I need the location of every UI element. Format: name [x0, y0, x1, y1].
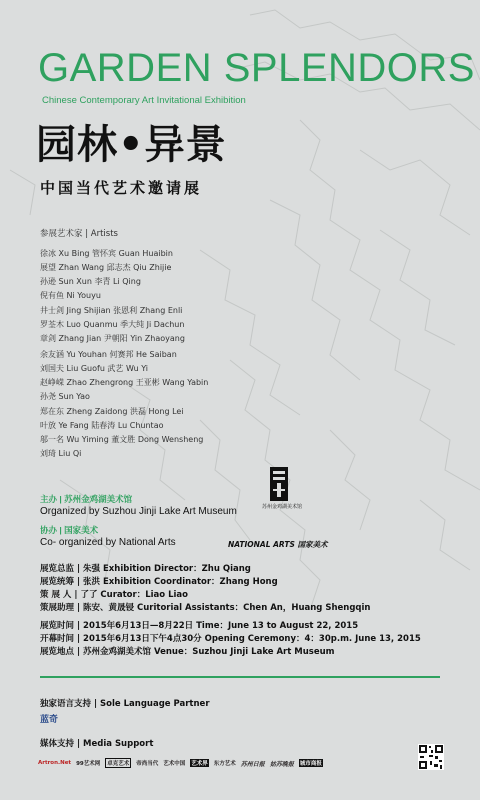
artist-line: 叶放 Ye Fang 陆春涛 Lu Chuntao: [40, 421, 164, 430]
schedule-line: 展览地点 | 苏州金鸡湖美术馆 Venue：Suzhou Jinji Lake Art Museum: [40, 647, 335, 657]
artists-heading: 参展艺术家 | Artists: [40, 229, 118, 239]
media-logo: Artron.Net: [38, 760, 72, 766]
artist-line: 倪有鱼 Ni Youyu: [40, 291, 101, 300]
artist-line: 罗荃木 Luo Quanmu 季大纯 Ji Dachun: [40, 320, 185, 329]
media-logo: 东方艺术: [213, 761, 236, 767]
artist-line: 井士剑 Jing Shijian 张恩利 Zhang Enli: [40, 306, 183, 315]
organizer-block: [40, 493, 237, 518]
media-logo: 艺术中国: [163, 761, 186, 767]
artist-line: 余友涵 Yu Youhan 何赛邦 He Saiban: [40, 350, 177, 359]
artist-line: 刘国夫 Liu Guofu 武艺 Wu Yi: [40, 364, 149, 373]
media-logo: 卓克艺术: [105, 758, 131, 768]
schedule-line: 展览时间 | 2015年6月13日—8月22日 Time：June 13 to August 22, 2015: [40, 621, 359, 631]
artist-group-2: [40, 304, 185, 346]
national-arts-logo: NATIONAL ARTS 国家美术: [228, 540, 328, 549]
artist-line: 展望 Zhan Wang 邱志杰 Qiu Zhijie: [40, 263, 172, 272]
media-logo: 艺术界: [191, 761, 208, 767]
organizer-cn: 主办 | 苏州金鸡湖美术馆: [40, 494, 133, 504]
organizer-en: Organized by Suzhou Jinji Lake Art Museum: [40, 506, 237, 517]
qr-code-icon: [418, 744, 444, 770]
schedule-line: 开幕时间 | 2015年6月13日下午4点30分 Opening Ceremony：4：30p.m. June 13, 2015: [40, 634, 421, 644]
artist-line: 章剑 Zhang Jian 尹朝阳 Yin Zhaoyang: [40, 334, 185, 343]
artist-line: 赵峥嵘 Zhao Zhengrong 王亚彬 Wang Yabin: [40, 378, 209, 387]
media-logo: 99艺术网: [76, 761, 101, 767]
artist-line: 孙尧 Sun Yao: [40, 392, 90, 401]
co-organizer-en: Co- organized by National Arts: [40, 537, 176, 548]
language-partner-label: 独家语言支持 | Sole Language Partner: [40, 699, 210, 709]
subtitle-english: Chinese Contemporary Art Invitational Exhibition: [42, 95, 246, 106]
artist-line: 刘琦 Liu Qi: [40, 449, 82, 458]
media-logo: 姑苏晚报: [269, 760, 294, 768]
title-english: GARDEN SPLENDORS: [38, 46, 475, 90]
credit-line: 展览总监 | 朱强 Exhibition Director：Zhu Qiang: [40, 564, 251, 574]
artist-line: 郑在东 Zheng Zaidong 洪磊 Hong Lei: [40, 407, 184, 416]
co-organizer-cn: 协办 | 国家美术: [40, 525, 99, 535]
schedule-block: [40, 620, 421, 659]
media-logo-row: [38, 753, 408, 773]
co-organizer-block: [40, 524, 176, 549]
media-logo: 城市商报: [299, 761, 322, 767]
artist-group-3: [40, 348, 208, 404]
credit-line: 策 展 人 | 了了 Curator：Liao Liao: [40, 590, 188, 600]
media-support-label: 媒体支持 | Media Support: [40, 739, 154, 749]
artist-line: 徐冰 Xu Bing 管怀宾 Guan Huaibin: [40, 249, 173, 258]
media-logo: 苏州日报: [240, 760, 265, 768]
museum-logo: [262, 465, 314, 513]
credit-line: 展览统筹 | 张洪 Exhibition Coordinator：Zhang Hong: [40, 577, 278, 587]
media-logo: 帝尚当代: [136, 761, 159, 767]
credit-line: 策展助理 | 陈安、黄晟锓 Curitorial Assistants：Chen An，Huang Shengqin: [40, 603, 371, 613]
artist-group-4: [40, 405, 203, 461]
credits-block: [40, 563, 370, 615]
museum-logo-text: 苏州金鸡湖美术馆: [262, 504, 303, 510]
artist-line: 邬一名 Wu Yiming 董文胜 Dong Wensheng: [40, 435, 204, 444]
title-chinese: 园林•异景: [36, 122, 227, 168]
artist-line: 孙逊 Sun Xun 李青 Li Qing: [40, 277, 141, 286]
subtitle-chinese: 中国当代艺术邀请展: [40, 179, 203, 197]
divider-line: [40, 676, 440, 678]
language-partner-logo: 蓝奇: [40, 715, 59, 725]
artist-group-1: [40, 247, 173, 303]
